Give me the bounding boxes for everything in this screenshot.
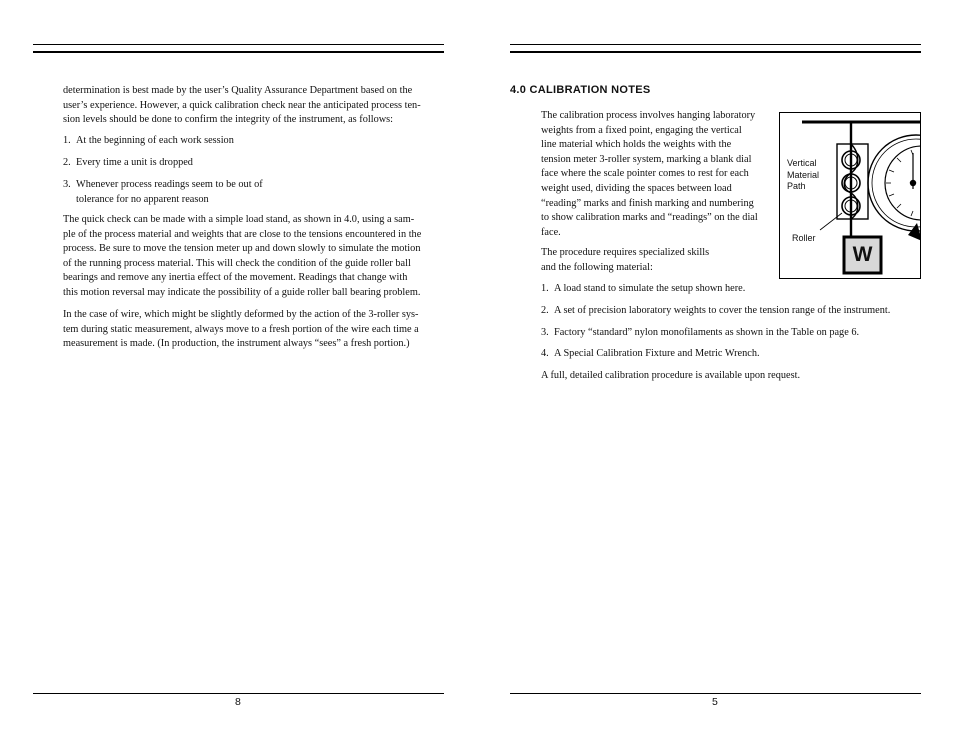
list-number: 2. [63,157,71,168]
list-number: 3. [63,179,71,190]
right-page-number: 5 [712,696,718,708]
text-line: face where the scale pointer comes to rest for each [541,168,749,180]
text-line: weight used, dividing the spaces between load [541,182,732,194]
label-vertical-material-path: Vertical Material Path [787,158,820,191]
list-text: tolerance for no apparent reason [76,193,209,205]
right-list-item-3 [541,326,859,341]
right-paragraph-2 [541,246,709,275]
text-line: ple of the process material and weights that are close to the tensions encountered in the [63,228,422,240]
text-line: The quick check can be made with a simple load stand, as shown in 4.0, using a sam- [63,214,415,225]
left-header-rule-top [33,44,444,45]
list-text: A Special Calibration Fixture and Metric Wrench. [554,348,760,359]
list-number: 1. [541,283,549,294]
list-text: A load stand to simulate the setup shown here. [554,283,746,294]
text-line: this motion reversal may indicate the possibility of a guide roller ball bearing problem. [63,286,421,298]
left-paragraph-3 [63,308,419,352]
calibration-setup-figure [779,112,921,279]
text-line: determination is best made by the user’s Quality Assurance Department based on the [63,85,413,96]
text-line: In the case of wire, which might be slightly deformed by the action of the 3-roller sys- [63,309,419,320]
right-list-item-1 [541,282,745,297]
left-page-number: 8 [235,696,241,708]
text-line: sion levels should be done to confirm the integrity of the instrument, as follows: [63,114,394,126]
text-line: bearings and remove any inertia effect of the movement. Readings that change with [63,272,408,284]
section-heading: 4.0 CALIBRATION NOTES [510,84,651,96]
gauge-handle [908,223,921,241]
text-line: The calibration process involves hanging laboratory [541,110,756,121]
text-line: line material which holds the weights with the [541,139,732,151]
text-line: of the running process material. This will check the condition of the guide roller ball [63,257,411,269]
text-line: measurement is made. (In production, the instrument always “sees” a fresh portion.) [63,338,410,350]
right-footer-rule [510,693,921,694]
text-line: weights from a fixed point, engaging the vertical [541,124,742,136]
roller-leader [820,213,842,230]
text-line: A full, detailed calibration procedure is available upon request. [541,370,801,381]
text-line: to show calibration marks and “readings” on the dial [541,212,758,224]
list-number: 4. [541,348,549,359]
label-roller: Roller [792,233,816,243]
right-list-item-4 [541,347,760,362]
text-line: tem during static measurement, always move to a fresh portion of the wire each time a [63,323,419,335]
list-text: At the beginning of each work session [76,135,234,146]
list-number: 1. [63,135,71,146]
left-intro-paragraph [63,84,421,128]
right-header-rule-top [510,44,921,45]
closing-text [541,369,800,384]
left-list-item-2 [63,156,193,171]
left-list-item-3 [63,178,263,207]
list-text: Whenever process readings seem to be out of [76,179,263,190]
right-paragraph-1 [541,109,758,240]
text-line: “reading” marks and finish marking and numbering [541,197,754,209]
left-paragraph-2 [63,213,421,301]
list-text: A set of precision laboratory weights to cover the tension range of the instrument. [554,305,891,316]
list-number: 3. [541,327,549,338]
gauge-hub [910,180,916,186]
text-line: process. Be sure to move the tension meter up and down slowly to simulate the motion [63,243,421,255]
list-text: Every time a unit is dropped [76,157,193,168]
left-footer-rule [33,693,444,694]
text-line: and the following material: [541,261,653,273]
right-header-rule-bottom [510,51,921,53]
text-line: The procedure requires specialized skills [541,247,710,258]
weight-label: W [852,243,873,266]
list-text: Factory “standard” nylon monofilaments as shown in the Table on page 6. [554,327,860,338]
left-list-item-1 [63,134,234,149]
text-line: user’s experience. However, a quick calibration check near the anticipated process ten- [63,99,421,111]
text-line: tension meter 3-roller system, marking a blank dial [541,153,752,165]
left-header-rule-bottom [33,51,444,53]
list-number: 2. [541,305,549,316]
text-line: face. [541,226,561,238]
right-list-item-2 [541,304,890,319]
